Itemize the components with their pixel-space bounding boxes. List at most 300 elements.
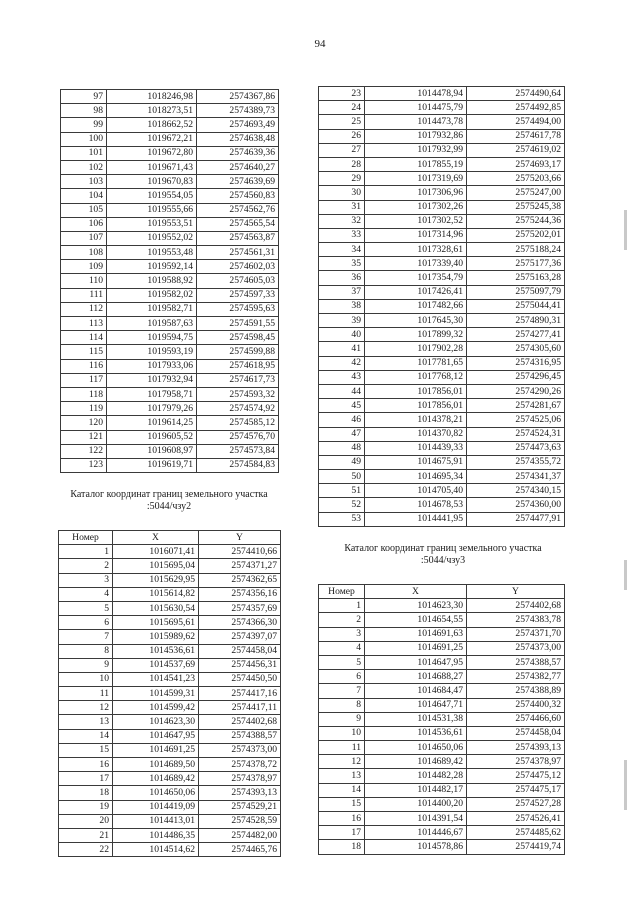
x-coordinate: 1017856,01 <box>365 399 467 413</box>
table-row <box>59 630 281 644</box>
y-coordinate: 2575044,41 <box>467 299 565 313</box>
table-row <box>319 698 565 712</box>
coordinates-table-chzu2 <box>58 530 281 857</box>
table-row <box>319 726 565 740</box>
y-coordinate: 2574355,72 <box>467 455 565 469</box>
table-row <box>59 758 281 772</box>
point-number: 18 <box>319 840 365 854</box>
x-coordinate: 1017302,52 <box>365 214 467 228</box>
table-row <box>59 658 281 672</box>
y-coordinate: 2574383,78 <box>467 613 565 627</box>
x-coordinate: 1017899,32 <box>365 328 467 342</box>
y-coordinate: 2574388,57 <box>199 729 281 743</box>
y-coordinate: 2574890,31 <box>467 314 565 328</box>
y-coordinate: 2574341,37 <box>467 470 565 484</box>
catalog-caption-chzu3: Каталог координат границ земельного участка :5044/чзу3 <box>344 543 542 566</box>
y-coordinate: 2574366,30 <box>199 616 281 630</box>
y-coordinate: 2574456,31 <box>199 658 281 672</box>
x-coordinate: 1016071,41 <box>113 545 199 559</box>
table-row <box>59 701 281 715</box>
table-row <box>61 132 279 146</box>
table-row <box>319 384 565 398</box>
table-row <box>319 87 565 101</box>
point-number: 16 <box>319 812 365 826</box>
point-number: 30 <box>319 186 365 200</box>
point-number: 119 <box>61 402 107 416</box>
point-number: 42 <box>319 356 365 370</box>
point-number: 14 <box>59 729 113 743</box>
x-coordinate: 1019553,51 <box>107 217 197 231</box>
x-coordinate: 1017855,19 <box>365 157 467 171</box>
x-coordinate: 1014536,61 <box>113 644 199 658</box>
y-coordinate: 2574371,27 <box>199 559 281 573</box>
y-coordinate: 2574367,86 <box>197 90 279 104</box>
point-number: 107 <box>61 231 107 245</box>
table-row <box>319 599 565 613</box>
x-coordinate: 1014446,67 <box>365 826 467 840</box>
point-number: 4 <box>319 641 365 655</box>
table-row <box>61 246 279 260</box>
y-coordinate: 2574573,84 <box>197 444 279 458</box>
point-number: 112 <box>61 302 107 316</box>
y-coordinate: 2574561,31 <box>197 246 279 260</box>
table-row <box>319 314 565 328</box>
x-coordinate: 1014578,86 <box>365 840 467 854</box>
table-row <box>319 115 565 129</box>
y-coordinate: 2575245,38 <box>467 200 565 214</box>
x-coordinate: 1014688,27 <box>365 670 467 684</box>
point-number: 29 <box>319 172 365 186</box>
x-coordinate: 1014654,55 <box>365 613 467 627</box>
x-coordinate: 1014537,69 <box>113 658 199 672</box>
table-row <box>319 370 565 384</box>
x-coordinate: 1015629,95 <box>113 573 199 587</box>
point-number: 97 <box>61 90 107 104</box>
y-coordinate: 2574485,62 <box>467 826 565 840</box>
table-row <box>319 512 565 526</box>
y-coordinate: 2574340,15 <box>467 484 565 498</box>
table-row <box>319 840 565 854</box>
point-number: 121 <box>61 430 107 444</box>
table-row <box>59 800 281 814</box>
point-number: 26 <box>319 129 365 143</box>
x-coordinate: 1019605,52 <box>107 430 197 444</box>
table-row <box>319 271 565 285</box>
table-row <box>319 228 565 242</box>
table-row <box>61 331 279 345</box>
table-header-row <box>319 585 565 599</box>
scan-margin-mark <box>624 210 627 250</box>
table-row <box>319 356 565 370</box>
x-coordinate: 1014650,06 <box>365 741 467 755</box>
table-row <box>319 783 565 797</box>
table-row <box>61 430 279 444</box>
x-coordinate: 1019553,48 <box>107 246 197 260</box>
y-coordinate: 2574494,00 <box>467 115 565 129</box>
point-number: 15 <box>319 797 365 811</box>
y-coordinate: 2574492,85 <box>467 101 565 115</box>
y-coordinate: 2574410,66 <box>199 545 281 559</box>
point-number: 22 <box>59 843 113 857</box>
table-row <box>319 399 565 413</box>
table-row <box>319 613 565 627</box>
table-row <box>59 786 281 800</box>
point-number: 100 <box>61 132 107 146</box>
y-coordinate: 2574475,17 <box>467 783 565 797</box>
y-coordinate: 2574605,03 <box>197 274 279 288</box>
table-row <box>319 641 565 655</box>
point-number: 122 <box>61 444 107 458</box>
x-coordinate: 1019554,05 <box>107 189 197 203</box>
y-coordinate: 2574316,95 <box>467 356 565 370</box>
x-coordinate: 1014419,09 <box>113 800 199 814</box>
y-coordinate: 2574397,07 <box>199 630 281 644</box>
y-coordinate: 2574693,17 <box>467 157 565 171</box>
y-coordinate: 2575202,01 <box>467 228 565 242</box>
x-coordinate: 1014514,62 <box>113 843 199 857</box>
table-row <box>61 90 279 104</box>
y-coordinate: 2574602,03 <box>197 260 279 274</box>
table-row <box>319 797 565 811</box>
point-number: 27 <box>319 143 365 157</box>
catalog-caption-chzu2: Каталог координат границ земельного участка :5044/чзу2 <box>70 489 268 512</box>
x-coordinate: 1014541,23 <box>113 672 199 686</box>
x-coordinate: 1014623,30 <box>113 715 199 729</box>
y-coordinate: 2574482,00 <box>199 828 281 842</box>
scan-margin-mark <box>624 560 627 590</box>
table-row <box>59 545 281 559</box>
table-row <box>59 644 281 658</box>
table-row <box>61 387 279 401</box>
table-row <box>61 189 279 203</box>
point-number: 36 <box>319 271 365 285</box>
table-row <box>319 712 565 726</box>
table-row <box>61 444 279 458</box>
point-number: 40 <box>319 328 365 342</box>
table-row <box>61 203 279 217</box>
y-coordinate: 2574393,13 <box>199 786 281 800</box>
table-row <box>319 413 565 427</box>
table-row <box>61 402 279 416</box>
table-row <box>319 755 565 769</box>
point-number: 110 <box>61 274 107 288</box>
table-row <box>319 299 565 313</box>
point-number: 9 <box>319 712 365 726</box>
point-number: 39 <box>319 314 365 328</box>
y-coordinate: 2574598,45 <box>197 331 279 345</box>
table-header-row <box>59 531 281 545</box>
x-coordinate: 1014482,17 <box>365 783 467 797</box>
y-coordinate: 2574281,67 <box>467 399 565 413</box>
point-number: 116 <box>61 359 107 373</box>
table-row <box>61 359 279 373</box>
y-coordinate: 2574693,49 <box>197 118 279 132</box>
y-coordinate: 2575097,79 <box>467 285 565 299</box>
point-number: 19 <box>59 800 113 814</box>
point-number: 1 <box>59 545 113 559</box>
point-number: 20 <box>59 814 113 828</box>
y-coordinate: 2574475,12 <box>467 769 565 783</box>
x-coordinate: 1014691,63 <box>365 627 467 641</box>
table-row <box>59 843 281 857</box>
point-number: 48 <box>319 441 365 455</box>
x-coordinate: 1017933,06 <box>107 359 197 373</box>
point-number: 3 <box>319 627 365 641</box>
y-coordinate: 2574450,50 <box>199 672 281 686</box>
x-coordinate: 1017781,65 <box>365 356 467 370</box>
point-number: 120 <box>61 416 107 430</box>
table-row <box>61 160 279 174</box>
y-coordinate: 2574597,33 <box>197 288 279 302</box>
table-row <box>61 458 279 472</box>
point-number: 17 <box>59 772 113 786</box>
table-row <box>61 288 279 302</box>
table-row <box>319 143 565 157</box>
y-coordinate: 2574599,88 <box>197 345 279 359</box>
x-coordinate: 1014599,42 <box>113 701 199 715</box>
y-coordinate: 2574373,00 <box>467 641 565 655</box>
x-coordinate: 1017354,79 <box>365 271 467 285</box>
point-number: 15 <box>59 743 113 757</box>
point-number: 2 <box>59 559 113 573</box>
point-number: 13 <box>59 715 113 729</box>
x-coordinate: 1017645,30 <box>365 314 467 328</box>
x-coordinate: 1017932,94 <box>107 373 197 387</box>
x-coordinate: 1014650,06 <box>113 786 199 800</box>
y-coordinate: 2574389,73 <box>197 104 279 118</box>
table-row <box>61 104 279 118</box>
table-row <box>61 317 279 331</box>
y-coordinate: 2574473,63 <box>467 441 565 455</box>
point-number: 34 <box>319 243 365 257</box>
header-y: Y <box>467 585 565 599</box>
y-coordinate: 2574562,76 <box>197 203 279 217</box>
y-coordinate: 2574305,60 <box>467 342 565 356</box>
table-row <box>319 441 565 455</box>
table-row <box>319 129 565 143</box>
point-number: 111 <box>61 288 107 302</box>
table-row <box>61 260 279 274</box>
y-coordinate: 2575247,00 <box>467 186 565 200</box>
x-coordinate: 1015630,54 <box>113 601 199 615</box>
x-coordinate: 1014647,95 <box>365 655 467 669</box>
x-coordinate: 1019592,14 <box>107 260 197 274</box>
x-coordinate: 1017932,99 <box>365 143 467 157</box>
point-number: 31 <box>319 200 365 214</box>
table-row <box>319 172 565 186</box>
point-number: 9 <box>59 658 113 672</box>
table-row <box>61 345 279 359</box>
x-coordinate: 1017339,40 <box>365 257 467 271</box>
point-number: 46 <box>319 413 365 427</box>
point-number: 5 <box>319 655 365 669</box>
point-number: 109 <box>61 260 107 274</box>
x-coordinate: 1019588,92 <box>107 274 197 288</box>
y-coordinate: 2574477,91 <box>467 512 565 526</box>
x-coordinate: 1019582,02 <box>107 288 197 302</box>
table-row <box>319 655 565 669</box>
y-coordinate: 2574640,27 <box>197 160 279 174</box>
point-number: 44 <box>319 384 365 398</box>
y-coordinate: 2574373,00 <box>199 743 281 757</box>
point-number: 41 <box>319 342 365 356</box>
y-coordinate: 2575177,36 <box>467 257 565 271</box>
x-coordinate: 1015695,04 <box>113 559 199 573</box>
y-coordinate: 2574591,55 <box>197 317 279 331</box>
point-number: 6 <box>59 616 113 630</box>
point-number: 18 <box>59 786 113 800</box>
table-row <box>319 214 565 228</box>
x-coordinate: 1019670,83 <box>107 175 197 189</box>
table-row <box>61 146 279 160</box>
y-coordinate: 2574277,41 <box>467 328 565 342</box>
x-coordinate: 1017328,61 <box>365 243 467 257</box>
x-coordinate: 1014486,35 <box>113 828 199 842</box>
table-row <box>59 587 281 601</box>
y-coordinate: 2574526,41 <box>467 812 565 826</box>
x-coordinate: 1015695,61 <box>113 616 199 630</box>
x-coordinate: 1014413,01 <box>113 814 199 828</box>
x-coordinate: 1019608,97 <box>107 444 197 458</box>
coordinates-table-continued-left <box>60 89 279 473</box>
y-coordinate: 2574382,77 <box>467 670 565 684</box>
x-coordinate: 1018246,98 <box>107 90 197 104</box>
header-y: Y <box>199 531 281 545</box>
y-coordinate: 2575244,36 <box>467 214 565 228</box>
x-coordinate: 1014475,79 <box>365 101 467 115</box>
x-coordinate: 1014536,61 <box>365 726 467 740</box>
point-number: 49 <box>319 455 365 469</box>
y-coordinate: 2574617,73 <box>197 373 279 387</box>
point-number: 35 <box>319 257 365 271</box>
point-number: 37 <box>319 285 365 299</box>
y-coordinate: 2574388,57 <box>467 655 565 669</box>
point-number: 104 <box>61 189 107 203</box>
table-row <box>319 470 565 484</box>
point-number: 24 <box>319 101 365 115</box>
y-coordinate: 2574419,74 <box>467 840 565 854</box>
point-number: 12 <box>59 701 113 715</box>
point-number: 17 <box>319 826 365 840</box>
point-number: 108 <box>61 246 107 260</box>
x-coordinate: 1014689,42 <box>365 755 467 769</box>
table-row <box>59 743 281 757</box>
x-coordinate: 1017426,41 <box>365 285 467 299</box>
y-coordinate: 2574417,11 <box>199 701 281 715</box>
x-coordinate: 1014705,40 <box>365 484 467 498</box>
table-row <box>319 101 565 115</box>
y-coordinate: 2574371,70 <box>467 627 565 641</box>
table-row <box>319 741 565 755</box>
y-coordinate: 2574290,26 <box>467 384 565 398</box>
x-coordinate: 1019619,71 <box>107 458 197 472</box>
table-row <box>319 455 565 469</box>
y-coordinate: 2574490,64 <box>467 87 565 101</box>
table-row <box>59 715 281 729</box>
y-coordinate: 2574458,04 <box>199 644 281 658</box>
y-coordinate: 2574639,69 <box>197 175 279 189</box>
y-coordinate: 2574524,31 <box>467 427 565 441</box>
table-row <box>319 328 565 342</box>
table-row <box>61 302 279 316</box>
y-coordinate: 2574378,97 <box>467 755 565 769</box>
y-coordinate: 2574638,48 <box>197 132 279 146</box>
table-row <box>319 157 565 171</box>
y-coordinate: 2574393,13 <box>467 741 565 755</box>
y-coordinate: 2574527,28 <box>467 797 565 811</box>
x-coordinate: 1019614,25 <box>107 416 197 430</box>
x-coordinate: 1017768,12 <box>365 370 467 384</box>
x-coordinate: 1014439,33 <box>365 441 467 455</box>
point-number: 106 <box>61 217 107 231</box>
x-coordinate: 1019555,66 <box>107 203 197 217</box>
point-number: 123 <box>61 458 107 472</box>
y-coordinate: 2574593,32 <box>197 387 279 401</box>
point-number: 2 <box>319 613 365 627</box>
y-coordinate: 2574618,95 <box>197 359 279 373</box>
point-number: 52 <box>319 498 365 512</box>
y-coordinate: 2574402,68 <box>467 599 565 613</box>
y-coordinate: 2574357,69 <box>199 601 281 615</box>
x-coordinate: 1015989,62 <box>113 630 199 644</box>
y-coordinate: 2574525,06 <box>467 413 565 427</box>
table-row <box>319 498 565 512</box>
point-number: 38 <box>319 299 365 313</box>
x-coordinate: 1018273,51 <box>107 104 197 118</box>
y-coordinate: 2574617,78 <box>467 129 565 143</box>
point-number: 5 <box>59 601 113 615</box>
point-number: 11 <box>319 741 365 755</box>
x-coordinate: 1019593,19 <box>107 345 197 359</box>
y-coordinate: 2574585,12 <box>197 416 279 430</box>
point-number: 118 <box>61 387 107 401</box>
point-number: 10 <box>59 672 113 686</box>
table-row <box>319 285 565 299</box>
y-coordinate: 2574378,97 <box>199 772 281 786</box>
point-number: 102 <box>61 160 107 174</box>
x-coordinate: 1017856,01 <box>365 384 467 398</box>
y-coordinate: 2574465,76 <box>199 843 281 857</box>
point-number: 25 <box>319 115 365 129</box>
x-coordinate: 1019582,71 <box>107 302 197 316</box>
x-coordinate: 1017314,96 <box>365 228 467 242</box>
x-coordinate: 1014478,94 <box>365 87 467 101</box>
y-coordinate: 2574529,21 <box>199 800 281 814</box>
point-number: 98 <box>61 104 107 118</box>
x-coordinate: 1014370,82 <box>365 427 467 441</box>
x-coordinate: 1014691,25 <box>365 641 467 655</box>
point-number: 47 <box>319 427 365 441</box>
header-number: Номер <box>59 531 113 545</box>
x-coordinate: 1014531,38 <box>365 712 467 726</box>
table-row <box>59 814 281 828</box>
x-coordinate: 1017958,71 <box>107 387 197 401</box>
point-number: 45 <box>319 399 365 413</box>
x-coordinate: 1017306,96 <box>365 186 467 200</box>
point-number: 43 <box>319 370 365 384</box>
x-coordinate: 1014482,28 <box>365 769 467 783</box>
point-number: 117 <box>61 373 107 387</box>
point-number: 7 <box>319 684 365 698</box>
point-number: 101 <box>61 146 107 160</box>
x-coordinate: 1014691,25 <box>113 743 199 757</box>
point-number: 33 <box>319 228 365 242</box>
table-row <box>61 118 279 132</box>
x-coordinate: 1019672,21 <box>107 132 197 146</box>
point-number: 28 <box>319 157 365 171</box>
x-coordinate: 1014684,47 <box>365 684 467 698</box>
table-row <box>61 175 279 189</box>
